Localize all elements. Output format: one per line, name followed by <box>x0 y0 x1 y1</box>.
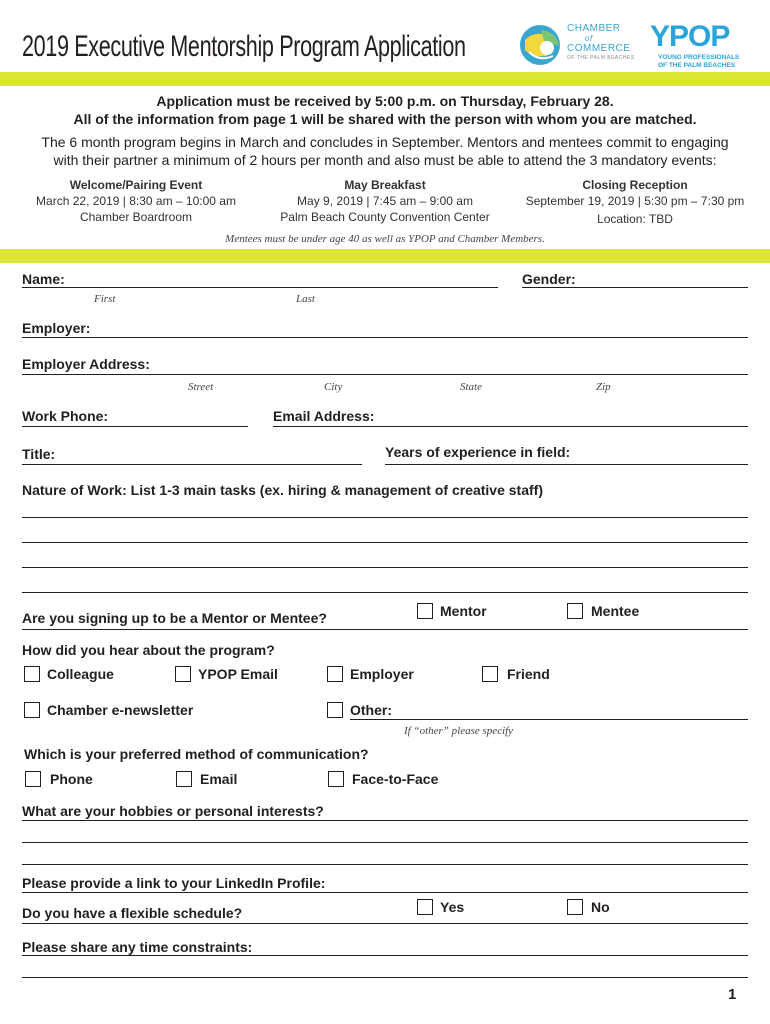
other-checkbox[interactable] <box>327 702 343 718</box>
page-title: 2019 Executive Mentorship Program Application <box>22 30 466 63</box>
nature-of-work-line-2[interactable] <box>22 542 748 543</box>
employer-label: Employer: <box>22 320 91 336</box>
work-phone-field[interactable] <box>22 426 248 427</box>
other-specify-hint: If “other” please specify <box>404 725 514 737</box>
ypop-logo <box>650 22 750 68</box>
email-checkbox[interactable] <box>176 771 192 787</box>
address-city-hint: City <box>324 381 343 393</box>
linkedin-field[interactable] <box>22 892 748 893</box>
phone-checkbox[interactable] <box>25 771 41 787</box>
event-date: September 19, 2019 | 5:30 pm – 7:30 pm <box>525 194 745 208</box>
chamber-logo-line3: COMMERCE <box>567 43 631 54</box>
no-option-label: No <box>591 899 610 915</box>
event-name: Welcome/Pairing Event <box>69 178 203 192</box>
employer-option-label: Employer <box>350 666 414 682</box>
years-experience-field[interactable] <box>385 464 748 465</box>
email-address-label: Email Address: <box>273 408 375 424</box>
hobbies-label: What are your hobbies or personal interests? <box>22 803 324 819</box>
event-breakfast <box>255 177 515 225</box>
program-description-2: with their partner a minimum of 2 hours per month and also must be able to attend the 3 mandatory events: <box>53 152 717 168</box>
event-date: May 9, 2019 | 7:45 am – 9:00 am <box>297 194 473 208</box>
name-first-hint: First <box>94 293 116 305</box>
nature-of-work-label: Nature of Work: List 1-3 main tasks (ex. hiring & management of creative staff) <box>22 482 543 498</box>
mentee-option-label: Mentee <box>591 603 640 619</box>
header-accent-bar <box>0 72 770 86</box>
friend-checkbox[interactable] <box>482 666 498 682</box>
ypop-email-option-label: YPOP Email <box>198 666 278 682</box>
friend-option-label: Friend <box>507 666 550 682</box>
title-label: Title: <box>22 446 56 462</box>
nature-of-work-line-1[interactable] <box>22 517 748 518</box>
chamber-logo-line1: CHAMBER <box>567 23 621 34</box>
gender-field[interactable] <box>522 287 748 288</box>
mentor-mentee-rule <box>22 629 748 630</box>
event-date: March 22, 2019 | 8:30 am – 10:00 am <box>36 194 236 208</box>
event-welcome <box>20 177 252 225</box>
email-address-field[interactable] <box>273 426 748 427</box>
communication-label: Which is your preferred method of communication? <box>24 746 369 762</box>
years-experience-label: Years of experience in field: <box>385 444 571 460</box>
face-to-face-checkbox[interactable] <box>328 771 344 787</box>
time-constraints-field-2[interactable] <box>22 977 748 978</box>
phone-option-label: Phone <box>50 771 93 787</box>
mentor-checkbox[interactable] <box>417 603 433 619</box>
hobbies-field-2[interactable] <box>22 842 748 843</box>
colleague-checkbox[interactable] <box>24 666 40 682</box>
chamber-logo <box>517 22 637 68</box>
hobbies-field-1[interactable] <box>22 820 748 821</box>
yes-checkbox[interactable] <box>417 899 433 915</box>
shared-notice: All of the information from page 1 will be shared with the person with whom you are matched. <box>73 111 697 127</box>
page-number: 1 <box>728 986 737 1003</box>
flexible-schedule-label: Do you have a flexible schedule? <box>22 905 243 921</box>
employer-field[interactable] <box>22 337 748 338</box>
time-constraints-field-1[interactable] <box>22 955 748 956</box>
deadline-text: Application must be received by 5:00 p.m. on Thursday, February 28. <box>156 93 614 109</box>
address-zip-hint: Zip <box>596 381 611 393</box>
flexible-schedule-rule <box>22 923 748 924</box>
email-option-label: Email <box>200 771 238 787</box>
no-checkbox[interactable] <box>567 899 583 915</box>
mentee-checkbox[interactable] <box>567 603 583 619</box>
face-to-face-option-label: Face-to-Face <box>352 771 439 787</box>
time-constraints-label: Please share any time constraints: <box>22 939 253 955</box>
chamber-logo-line2: of <box>585 34 593 43</box>
employer-address-field[interactable] <box>22 374 748 375</box>
hear-about-label: How did you hear about the program? <box>22 642 275 658</box>
event-name: May Breakfast <box>344 178 426 192</box>
mentor-option-label: Mentor <box>440 603 487 619</box>
event-name: Closing Reception <box>582 178 688 192</box>
linkedin-label: Please provide a link to your LinkedIn Profile: <box>22 875 326 891</box>
yes-option-label: Yes <box>440 899 465 915</box>
work-phone-label: Work Phone: <box>22 408 109 424</box>
address-state-hint: State <box>460 381 482 393</box>
colleague-option-label: Colleague <box>47 666 114 682</box>
mentor-mentee-label: Are you signing up to be a Mentor or Mentee? <box>22 610 327 626</box>
eligibility-note: Mentees must be under age 40 as well as YPOP and Chamber Members. <box>225 233 545 245</box>
name-field[interactable] <box>22 287 498 288</box>
hobbies-field-3[interactable] <box>22 864 748 865</box>
event-place: Palm Beach County Convention Center <box>280 210 490 224</box>
nature-of-work-line-4[interactable] <box>22 592 748 593</box>
event-closing <box>515 177 755 227</box>
employer-address-label: Employer Address: <box>22 356 150 372</box>
ypop-email-checkbox[interactable] <box>175 666 191 682</box>
name-last-hint: Last <box>296 293 315 305</box>
chamber-newsletter-option-label: Chamber e-newsletter <box>47 702 194 718</box>
chamber-logo-line4: OF THE PALM BEACHES <box>567 55 635 61</box>
other-specify-field[interactable] <box>350 719 748 720</box>
nature-of-work-line-3[interactable] <box>22 567 748 568</box>
chamber-globe-icon <box>517 22 563 68</box>
ypop-logo-line1: YOUNG PROFESSIONALS <box>658 54 740 61</box>
title-field[interactable] <box>22 464 362 465</box>
employer-checkbox[interactable] <box>327 666 343 682</box>
program-description-1: The 6 month program begins in March and concludes in September. Mentors and mentees commit to engaging <box>41 134 729 150</box>
address-street-hint: Street <box>188 381 214 393</box>
name-label: Name: <box>22 271 65 287</box>
section-accent-bar <box>0 249 770 263</box>
gender-label: Gender: <box>522 271 576 287</box>
ypop-logo-line2: OF THE PALM BEACHES <box>658 62 736 69</box>
ypop-logo-mark: YPOP <box>650 20 730 53</box>
event-place: Chamber Boardroom <box>79 210 193 224</box>
event-place: Location: TBD <box>597 212 673 226</box>
chamber-newsletter-checkbox[interactable] <box>24 702 40 718</box>
other-option-label: Other: <box>350 702 392 718</box>
